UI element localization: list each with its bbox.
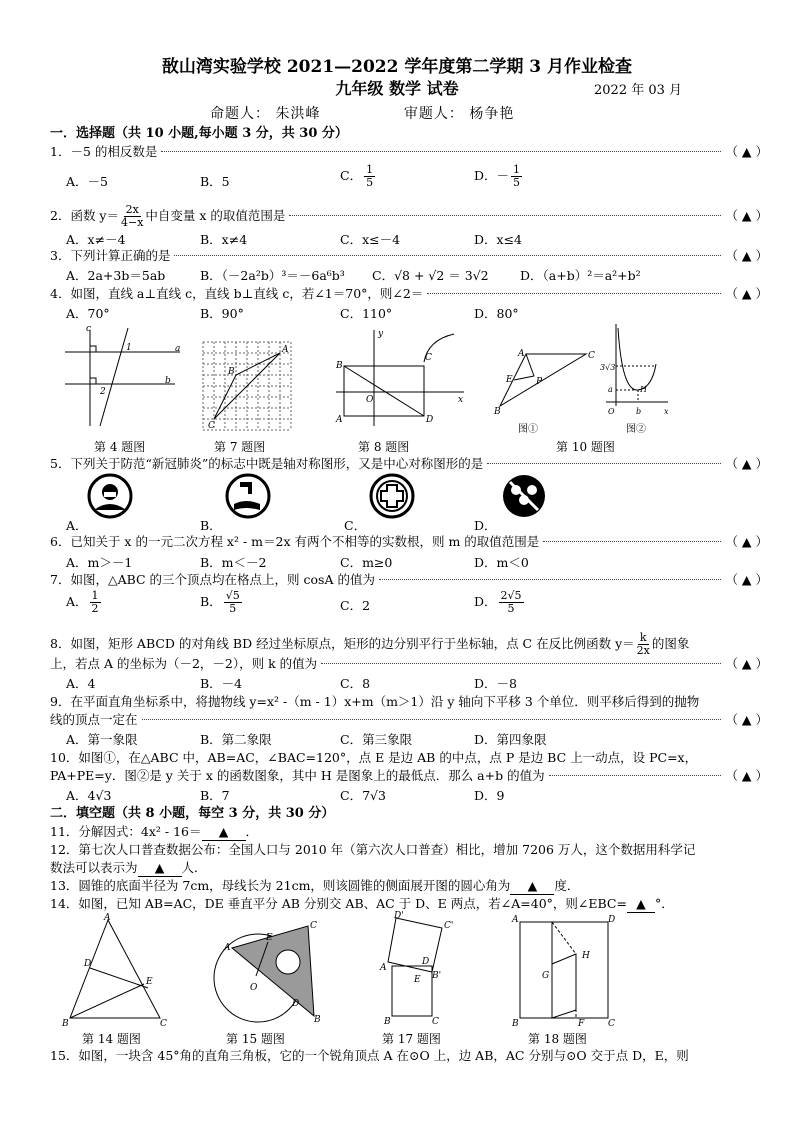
caption-q10: 第 10 题图: [556, 440, 615, 454]
question-13: 13．圆锥的底面半径为 7cm，母线长为 21cm，则该圆锥的侧面展开图的圆心角为 ▲ 度．: [50, 878, 580, 893]
svg-text:F: F: [578, 1019, 585, 1029]
svg-text:G: G: [542, 971, 550, 981]
svg-text:B: B: [336, 361, 343, 371]
svg-text:D': D': [394, 911, 404, 921]
svg-text:a: a: [608, 385, 613, 394]
q5-option-d: D．: [474, 518, 497, 533]
q4-option-c: C．110°: [340, 306, 393, 321]
svg-text:C: C: [432, 1017, 439, 1027]
svg-text:A: A: [518, 349, 525, 359]
question-1: [50, 144, 768, 160]
svg-text:B': B': [432, 971, 442, 981]
svg-text:B: B: [314, 1015, 321, 1025]
q8-option-a: A．4: [66, 676, 96, 691]
exam-date: 2022 年 03 月: [594, 83, 683, 98]
q3-option-a: A．2a+3b＝5ab: [66, 268, 166, 283]
svg-text:A: A: [282, 345, 289, 355]
question-2-text: 2．函数 y＝ $\frac{2x}{4-x}$ 中自变量 x 的取值范围是: [50, 203, 286, 229]
section-fill-heading: 二．填空题（共 8 小题，每空 3 分，共 30 分）: [50, 806, 335, 821]
svg-text:C: C: [608, 1019, 615, 1029]
svg-text:H: H: [582, 951, 590, 961]
caption-q14: 第 14 题图: [82, 1032, 141, 1046]
q1-option-b: B．5: [200, 174, 230, 189]
svg-text:A: A: [224, 943, 231, 953]
figure-q17: [376, 911, 460, 1027]
figure-q15: [210, 920, 330, 1026]
q4-option-a: A．70°: [66, 306, 110, 321]
svg-text:x: x: [664, 407, 669, 416]
q10-option-a: A．4√3: [66, 788, 112, 803]
caption-fig1: 图①: [518, 424, 538, 435]
question-3-text: 3．下列计算正确的是: [50, 248, 171, 263]
exam-subtitle: 九年级 数学 试卷: [335, 79, 459, 98]
caption-q4: 第 4 题图: [94, 440, 146, 454]
question-9-line-2: 线的顶点一定在 （ ▲ ）: [50, 712, 768, 727]
svg-text:P: P: [536, 377, 543, 387]
q2-option-a: A．x≠－4: [66, 232, 126, 247]
question-6-text: 6．已知关于 x 的一元二次方程 x² - m＝2x 有两个不相等的实数根，则 m 的取值范围是: [50, 534, 540, 549]
figure-q10-a: [492, 344, 602, 418]
answer-mark: （ ▲ ）: [725, 144, 768, 159]
svg-text:A: A: [104, 913, 111, 923]
svg-text:O: O: [250, 983, 258, 993]
q5-option-a: A．: [66, 518, 88, 533]
q8-option-c: C．8: [340, 676, 371, 691]
question-14: 14．如图，已知 AB=AC，DE 垂直平分 AB 分别交 AB、AC 于 D、E 两点，若∠A=40°，则∠EBC= ▲ °．: [50, 896, 674, 911]
q7-option-b: B． $\frac{√5}{5}$: [200, 589, 240, 615]
question-12-line-2: 数法可以表示为 ▲ 人．: [50, 860, 207, 875]
question-7-text: 7．如图，△ABC 的三个顶点均在格点上，则 cosA 的值为: [50, 572, 375, 587]
svg-text:c: c: [86, 324, 92, 334]
svg-text:A: A: [380, 963, 387, 973]
q1-option-d: D．－ $\frac{1}{5}$: [474, 163, 521, 189]
medical-cross-icon: [371, 475, 413, 517]
svg-text:D: D: [292, 999, 300, 1009]
svg-text:C: C: [588, 351, 595, 361]
q7-option-c: C．2: [340, 598, 371, 613]
question-10-line-2: PA+PE=y．图②是 y 关于 x 的函数图象，其中 H 是图象上的最低点．那么 a+b 的值为 （ ▲ ）: [50, 768, 768, 783]
svg-text:C: C: [208, 421, 215, 431]
section-choice-heading: 一．选择题（共 10 小题,每小题 3 分，共 30 分）: [50, 126, 348, 141]
svg-text:a: a: [175, 344, 181, 354]
svg-text:3√3: 3√3: [600, 363, 616, 372]
figure-q8: [330, 326, 470, 432]
q6-option-a: A．m＞－1: [66, 555, 133, 570]
q6-option-c: C．m≥0: [340, 555, 393, 570]
no-crowd-icon: [503, 475, 545, 517]
svg-text:A: A: [336, 415, 343, 425]
question-7: 7．如图，△ABC 的三个顶点均在格点上，则 cosA 的值为 （ ▲ ）: [50, 572, 768, 587]
caption-q8: 第 8 题图: [358, 440, 410, 454]
question-10-line-1: 10．如图①，在△ABC 中，AB=AC，∠BAC=120°，点 E 是边 AB 的中点，点 P 是边 BC 上一动点，设 PC=x，: [50, 750, 698, 765]
question-3: 3．下列计算正确的是 （ ▲ ）: [50, 248, 768, 263]
q3-option-c: C．√8 + √2 ＝ 3√2: [372, 268, 489, 283]
q1-option-c: C． $\frac{1}{5}$: [340, 163, 374, 189]
svg-text:E: E: [414, 975, 421, 985]
svg-text:D: D: [84, 959, 92, 969]
caption-q7: 第 7 题图: [214, 440, 266, 454]
exam-title: 敔山湾实验学校 2021—2022 学年度第二学期 3 月作业检查: [161, 57, 633, 77]
svg-text:B: B: [512, 1019, 519, 1029]
svg-text:y: y: [378, 329, 384, 339]
svg-text:D: D: [426, 415, 434, 425]
svg-text:B: B: [384, 1017, 391, 1027]
q2-option-b: B．x≠4: [200, 232, 248, 247]
svg-text:O: O: [366, 395, 374, 405]
svg-text:D: D: [422, 957, 430, 967]
question-15-text: 15．如图，一块含 45°角的直角三角板，它的一个锐角顶点 A 在⊙O 上，边 AB，AC 分别与⊙O 交于点 D，E，则: [50, 1048, 689, 1063]
svg-text:C': C': [444, 921, 454, 931]
q9-option-b: B．第二象限: [200, 732, 272, 747]
q4-option-d: D．80°: [474, 306, 519, 321]
q10-option-c: C．7√3: [340, 788, 386, 803]
authors-line: [210, 103, 532, 123]
svg-text:1: 1: [126, 343, 132, 353]
question-8-line-1: 8．如图，矩形 ABCD 的对角线 BD 经过坐标原点，矩形的边分别平行于坐标轴，点 C 在反比例函数 y＝ $\frac{k}{2x}$ 的图象: [50, 631, 690, 657]
figure-q10-b: [600, 322, 672, 420]
svg-text:B: B: [228, 367, 235, 377]
q5-option-b: B．: [200, 518, 222, 533]
reviewer: 审题人： 杨争艳: [403, 106, 515, 122]
svg-text:C: C: [425, 353, 432, 363]
q9-option-d: D．第四象限: [474, 732, 547, 747]
svg-text:D: D: [608, 915, 616, 925]
q1-option-a: A．－5: [66, 174, 108, 189]
question-11: 11．分解因式：4x² - 16＝ ▲ ．: [50, 824, 259, 839]
svg-text:A: A: [512, 915, 519, 925]
caption-fig2: 图②: [626, 424, 646, 435]
caption-q17: 第 17 题图: [382, 1032, 441, 1046]
mask-person-icon: [89, 475, 131, 517]
svg-text:B: B: [494, 407, 501, 417]
q4-option-b: B．90°: [200, 306, 244, 321]
svg-text:C: C: [160, 1019, 167, 1029]
q6-option-d: D．m＜0: [474, 555, 529, 570]
svg-text:O: O: [608, 407, 615, 416]
q3-option-d: D．（a+b）²＝a²+b²: [520, 268, 641, 283]
question-5-text: 5．下列关于防范“新冠肺炎”的标志中既是轴对称图形，又是中心对称图形的是: [50, 456, 484, 471]
q3-option-b: B．（－2a²b）³＝－6a⁶b³: [200, 268, 345, 283]
svg-text:E: E: [266, 933, 273, 943]
q8-option-d: D．－8: [474, 676, 517, 691]
svg-text:b: b: [636, 407, 642, 416]
svg-text:E: E: [146, 977, 153, 987]
q5-option-c: C．: [344, 518, 367, 533]
caption-q18: 第 18 题图: [528, 1032, 587, 1046]
svg-text:E: E: [506, 375, 513, 385]
question-2: 2．函数 y＝ $\frac{2x}{4-x}$ 中自变量 x 的取值范围是 （ ▲ ）: [50, 203, 768, 229]
svg-text:B: B: [62, 1019, 69, 1029]
q7-option-d: D． $\frac{2√5}{5}$: [474, 589, 522, 615]
figure-q4: [60, 322, 185, 432]
q2-option-d: D．x≤4: [474, 232, 522, 247]
question-1-text: 1．－5 的相反数是: [50, 144, 158, 159]
question-4-text: 4．如图，直线 a⊥直线 c，直线 b⊥直线 c，若∠1＝70°，则∠2＝: [50, 286, 424, 301]
q10-option-d: D．9: [474, 788, 505, 803]
q9-option-a: A．第一象限: [66, 732, 138, 747]
question-8-line-2: 上，若点 A 的坐标为（－2，－2），则 k 的值为 （ ▲ ）: [50, 656, 768, 671]
figure-q18: [512, 914, 616, 1029]
caption-q15: 第 15 题图: [226, 1032, 285, 1046]
q10-option-b: B．7: [200, 788, 230, 803]
author: 命题人： 朱洪峰: [210, 106, 321, 122]
q6-option-b: B．m＜－2: [200, 555, 267, 570]
svg-text:b: b: [165, 376, 171, 386]
question-5: 5．下列关于防范“新冠肺炎”的标志中既是轴对称图形，又是中心对称图形的是 （ ▲ ）: [50, 456, 768, 471]
q9-option-c: C．第三象限: [340, 732, 413, 747]
q5-icons: [88, 474, 568, 522]
q2-option-c: C．x≤－4: [340, 232, 401, 247]
figure-q7: [198, 338, 298, 434]
q8-option-b: B．－4: [200, 676, 243, 691]
figure-q14: [60, 913, 170, 1029]
svg-text:C: C: [310, 921, 317, 931]
question-12-line-1: 12．第七次人口普查数据公布：全国人口与 2010 年（第六次人口普查）相比，增加 7206 万人，这个数据用科学记: [50, 842, 696, 857]
svg-text:H: H: [640, 385, 647, 394]
svg-text:x: x: [458, 395, 464, 405]
q7-option-a: A． $\frac{1}{2}$: [66, 589, 99, 615]
question-6: 6．已知关于 x 的一元二次方程 x² - m＝2x 有两个不相等的实数根，则 m 的取值范围是 （ ▲ ）: [50, 534, 768, 549]
question-4: 4．如图，直线 a⊥直线 c，直线 b⊥直线 c，若∠1＝70°，则∠2＝ （ ▲ ）: [50, 286, 768, 301]
svg-text:2: 2: [100, 387, 106, 397]
hand-wash-icon: [227, 475, 269, 517]
question-9-line-1: 9．在平面直角坐标系中，将抛物线 y=x² -（m - 1）x+m（m＞1）沿 y 轴向下平移 3 个单位．则平移后得到的抛物: [50, 694, 700, 709]
